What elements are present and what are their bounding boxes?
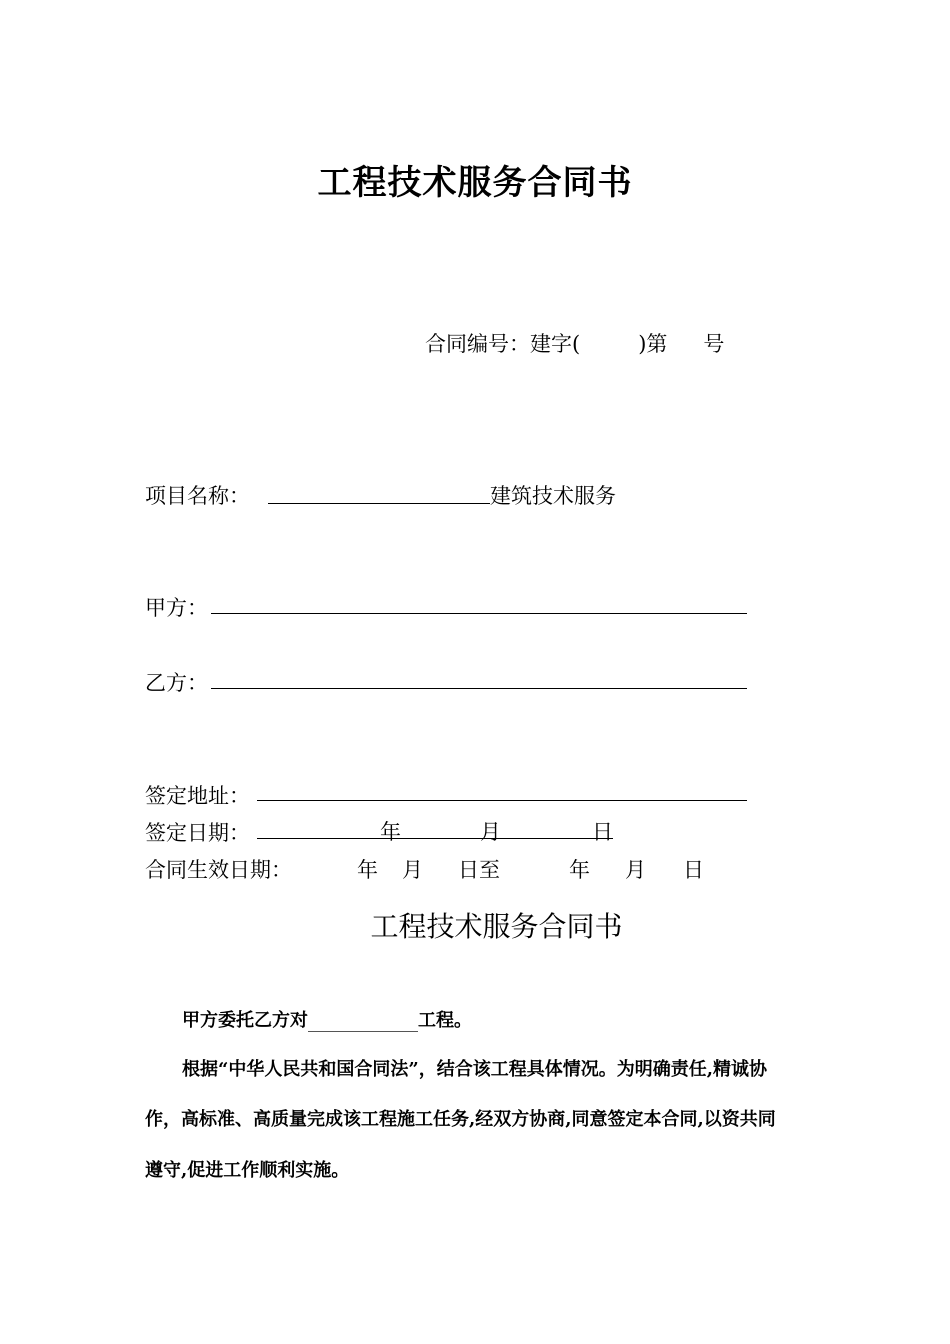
- sign-date-line[interactable]: [257, 838, 613, 839]
- contract-number: [425, 328, 724, 358]
- project-name-line[interactable]: [268, 503, 490, 504]
- effective-start-day-to: 日至: [458, 858, 500, 882]
- sign-date-day: 日: [592, 820, 613, 844]
- contract-number-end: 号: [703, 332, 725, 356]
- effective-end-year: 年: [569, 858, 590, 882]
- sign-date-month: 月: [480, 820, 501, 844]
- cover-title: 工程技术服务合同书: [317, 163, 633, 203]
- sign-place-label: 签定地址：: [145, 784, 250, 808]
- effective-end-month: 月: [625, 858, 646, 882]
- paragraph-1-end: 工程。: [418, 1010, 472, 1031]
- effective-end-day: 日: [683, 858, 704, 882]
- sign-date-year: 年: [380, 820, 401, 844]
- effective-start-year: 年: [357, 858, 378, 882]
- project-name-value: 建筑技术服务: [490, 484, 616, 508]
- party-a-label: 甲方：: [145, 596, 208, 620]
- party-a-line[interactable]: [211, 613, 747, 614]
- sign-place-line[interactable]: [257, 800, 747, 801]
- paragraph-2-line-1: 根据“中华人民共和国合同法”，结合该工程具体情况。为明确责任,精诚协: [182, 1059, 767, 1080]
- paragraph-1-blank[interactable]: [308, 1013, 418, 1032]
- party-b-line[interactable]: [211, 688, 747, 689]
- sign-date-label: 签定日期：: [145, 821, 250, 845]
- contract-number-label: 合同编号：建字(: [425, 332, 581, 356]
- paragraph-1: [182, 1006, 472, 1032]
- effective-start-month: 月: [402, 858, 423, 882]
- party-b-label: 乙方：: [145, 671, 208, 695]
- effective-date-label: 合同生效日期：: [145, 858, 292, 882]
- project-name-label: 项目名称：: [145, 484, 250, 508]
- contract-number-mid: )第: [638, 332, 668, 356]
- paragraph-1-start: 甲方委托乙方对: [182, 1010, 308, 1031]
- paragraph-2-line-3: 遵守,促进工作顺利实施。: [145, 1160, 350, 1181]
- body-title: 工程技术服务合同书: [370, 910, 623, 943]
- paragraph-2-line-2: 作，高标准、高质量完成该工程施工任务,经双方协商,同意签定本合同,以资共同: [145, 1109, 776, 1130]
